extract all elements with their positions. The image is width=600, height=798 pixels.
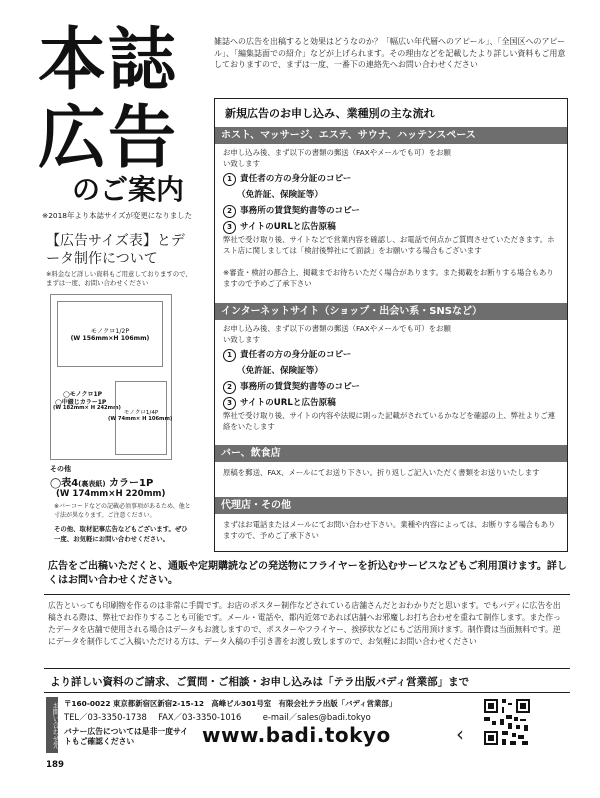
flow-section-agency-body1: まずはお電話またはメールにてお問い合わせ下さい。業種や内容によっては、お断りする場合もありますので、予めご了承下さい [223,520,556,540]
contact-heading: より詳しい資料のご請求、ご質問・ご相談・お申し込みは「テラ出版バディ営業部」まで [50,676,470,688]
flow-section-internet-item2: 2 事務所の賃貸契約書等のコピー [223,381,360,394]
intro-text: 雑誌への広告を出稿すると効果はどうなのか？「幅広い年代層へのアピール」、「全国区へのアピール」、「編集誌面での紹介」などが上げられます。その理由などを記載したより詳しい資料もご用意しておりますので、まずは一度、一番下の連絡先へお問い合わせください [214,37,566,69]
contact-phone-line [64,711,371,723]
divider [44,692,570,693]
back-cover-line [50,474,153,489]
ad-full-mono-label: ◯モノクロ1P [63,391,103,398]
number-3-icon: 3 [223,221,236,234]
page-number: 189 [46,760,64,770]
contact-side-label: お問い合わせ先 [46,697,58,753]
page-title-line2: 広告 [38,99,179,178]
contact-address: 〒160-0022 東京都新宿区新宿2-15-12 高峰ビル301号室 有限会社テラ出版「バディ営業部」 [64,699,397,708]
size-section-heading: 【広告サイズ表】とデータ制作について [46,233,185,267]
flow-section-bar-restaurant-bar: バー、飲食店 [215,445,567,462]
flyer-notice: 広告をご出稿いただくと、通販や定期購読などの発送物にフライヤーを折込むサービスなどもご利用頂けます。詳しくはお問い合わせください。 [48,561,567,586]
flow-section-host-item2: 2 事務所の賃貸契約書等のコピー [223,205,360,218]
flow-section-internet-body1: 弊社で受け取り後、サイトの内容や法規に則った記載がされているかなどを確認の上、弊社よりご連絡をいたします [223,411,556,431]
number-3-icon: 3 [223,397,236,410]
banner-ad-note: バナー広告については是非一度サイトもご確認ください [64,727,189,746]
size-change-note: ※2018年より本誌サイズが変更になりました [42,211,193,220]
size-section-note: ※料金など詳しい資料もご用意しておりますので、まずは一度、お問い合わせください [46,270,192,287]
flow-section-internet-item3: 3 サイトのURLと広告原稿 [223,397,336,410]
ad-half-size: (W 156mm×H 106mm) [70,335,150,342]
flow-section-internet-item1-sub: （免許証、保険証等） [237,366,323,376]
flow-section-bar-restaurant-body1: 原稿を郵送、FAX、メールにてお送り下さい。折り返しご記入いただく書類をお送りいたします [223,468,540,477]
ad-quarter-label: モノクロ1/4P [123,410,159,416]
number-2-icon: 2 [223,205,236,218]
flow-section-host-bar: ホスト、マッサージ、エステ、サウナ、ハッテンスペース [215,127,567,144]
back-cover-label: ◯表4 [50,478,79,489]
flow-section-agency-bar: 代理店・その他 [215,497,567,514]
other-label: その他 [50,465,71,473]
chevron-left-icon: ‹ [456,722,464,746]
qr-code-icon[interactable] [482,697,532,747]
contact-tel[interactable]: TEL／03-3350-1738 [64,712,147,722]
site-url[interactable]: www.badi.tokyo [202,723,391,747]
ad-quarter-size: (W 74mm× H 106mm) [108,416,173,422]
contact-email[interactable]: e-mail／sales@badi.tokyo [262,712,371,722]
back-cover-type: カラー1P [109,478,154,489]
number-1-icon: 1 [223,349,236,362]
application-flow-box [214,98,568,552]
flow-section-host-body2: ※審査・検討の都合上、掲載までお待ちいただく場合があります。また掲載をお断りする場合もありますので予めご了承下さい [223,268,554,288]
printing-notice: 広告といっても印刷物を作るのは非常に手間です。お店のポスター制作などされている店舗さんだとおわかりだと思います。でもバディに広告を出稿される際は、弊社でお作りすることも可能です。メール・電話や、都内近郊であれば店舗へお邪魔しお打ち合わせを重ねて制作します。また作ったデータを店舗で使用される場合はデータもお渡しますので、ポスターやフライヤー、挨拶状などにもご活用頂けます。制作費は当面無料です。逆にデータを制作してご入稿いただける方は、データ入稿の手引き書をお渡し致しますので、お気軽にお問い合わせください [48,601,561,646]
ad-full-color-label: ◯中綴じカラー1P [55,399,107,406]
barcode-note: ※バーコードなどの記載必須事項があるため、他と寸法が異なります。ご注意ください。 [54,503,191,519]
flow-section-host-item3: 3 サイトのURLと広告原稿 [223,221,336,234]
ad-full-size: (W 182mm× H 242mm) [53,405,121,411]
flow-section-host-item1: 1 責任者の方の身分証のコピー [223,173,351,186]
ad-size-chart [50,294,172,460]
flow-section-internet-item1: 1 責任者の方の身分証のコピー [223,349,351,362]
ad-half-label: モノクロ1/2P [90,328,130,335]
page-title-line3: のご案内 [72,173,185,206]
flow-section-host-body1: 弊社で受け取り後、サイトなどで営業内容を確認し、お電話で何点かご質問させていただきます。ホスト店に関しましては「検討後弊社にて面談」をお願いする場合もございます [223,235,555,255]
page-title-line1: 本誌 [38,21,179,100]
number-2-icon: 2 [223,381,236,394]
editorial-note: その他、取材記事広告などもございます。ぜひ一度、お気軽にお問い合わせください。 [54,525,188,543]
divider [44,668,570,669]
back-cover-sub: (裏表紙) [78,480,106,488]
divider [44,594,570,595]
flow-section-internet-lead: お申し込み後、まず以下の書類の郵送（FAXやメールでも可）をお願い致します [223,324,451,344]
contact-fax: FAX／03-3350-1016 [158,712,242,722]
flow-section-internet-bar: インターネットサイト（ショップ・出会い系・SNSなど） [215,303,567,320]
flow-section-host-item1-sub: （免許証、保険証等） [237,190,323,200]
ad-half-page [57,301,163,367]
ad-quarter-page [108,381,173,455]
back-cover-size: (W 174mm×H 220mm) [56,489,166,499]
number-1-icon: 1 [223,173,236,186]
flow-title: 新規広告のお申し込み、業種別の主な流れ [225,107,435,120]
flow-section-host-lead: お申し込み後、まず以下の書類の郵送（FAXやメールでも可）をお願い致します [223,148,451,168]
